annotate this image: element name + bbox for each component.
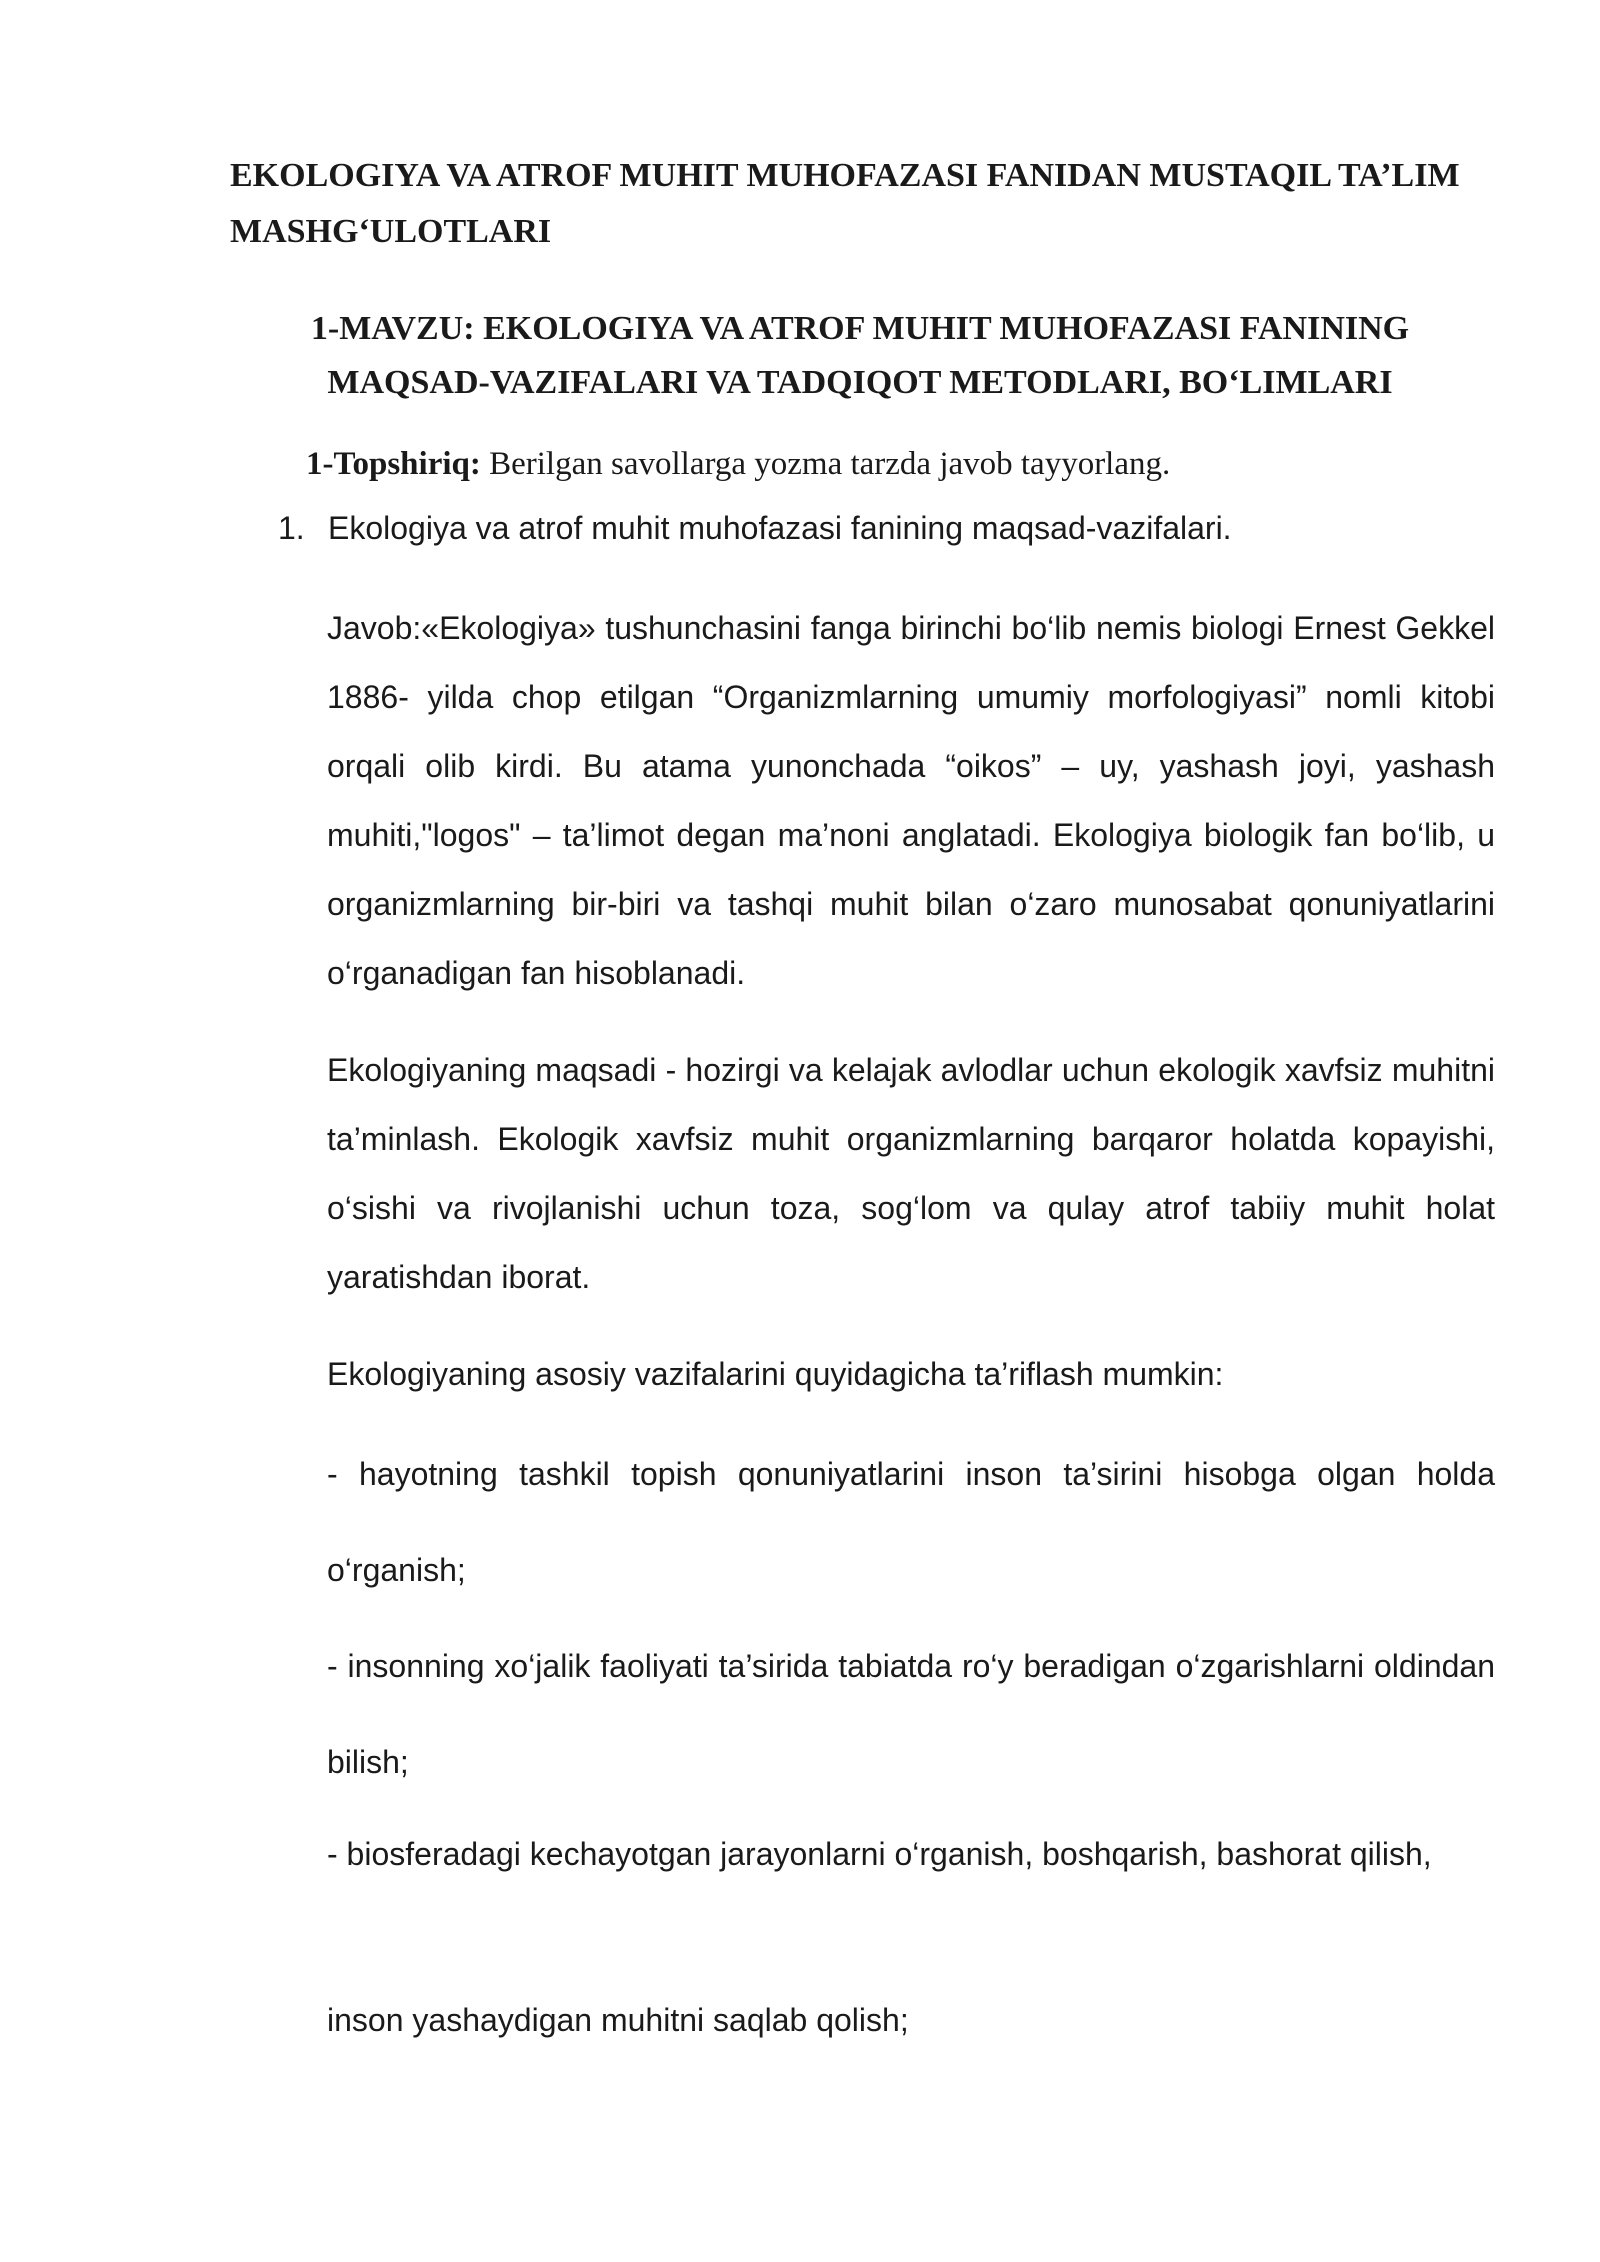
task-bullet-3: - biosferadagi kechayotgan jarayonlarni o‘rganish, boshqarish, bashorat qilish,: [327, 1836, 1432, 1872]
task-text: Berilgan savollarga yozma tarzda javob tayyorlang.: [480, 446, 1171, 482]
task-bullet-1: - hayotning tashkil topish qonuniyatlarini inson ta’sirini hisobga olgan holda o‘rganish;: [327, 1456, 1495, 1588]
question-text: Ekologiya va atrof muhit muhofazasi fanining maqsad-vazifalari.: [328, 510, 1232, 546]
task-bullet-2: - insonning xo‘jalik faoliyati ta’sirida tabiatda ro‘y beradigan o‘zgarishlarni oldindan bilish;: [327, 1648, 1495, 1780]
task-bullet-4: inson yashaydigan muhitni saqlab qolish;: [327, 2002, 909, 2038]
tasks-intro-paragraph: Ekologiyaning asosiy vazifalarini quyidagicha ta’riflash mumkin:: [327, 1356, 1224, 1392]
answer-paragraph-goal: Ekologiyaning maqsadi - hozirgi va kelajak avlodlar uchun ekologik xavfsiz muhitni ta’minlash. Ekologik xavfsiz muhit organizmlarning barqaror holatda kopayishi, o‘sishi va rivojlanishi uchun toza, sog‘lom va qulay atrof tabiiy muhit holat yaratishdan iborat.: [327, 1052, 1495, 1295]
task-line: [306, 440, 1506, 488]
document-title: EKOLOGIYA VA ATROF MUHIT MUHOFAZASI FANIDAN MUSTAQIL TA’LIM MASHG‘ULOTLARI: [230, 157, 1460, 250]
question-item: [278, 504, 1498, 552]
topic-title: 1-MAVZU: EKOLOGIYA VA ATROF MUHIT MUHOFAZASI FANINING MAQSAD-VAZIFALARI VA TADQIQOT METODLARI, BO‘LIMLARI: [310, 310, 1410, 401]
answer-paragraph-definition: Javob:«Ekologiya» tushunchasini fanga birinchi bo‘lib nemis biologi Ernest Gekkel 1886- yilda chop etilgan “Organizmlarning umumiy morfologiyasi” nomli kitobi orqali olib kirdi. Bu atama yunonchada “oikos” – uy, yashash joyi, yashash muhiti,"logos" – ta’limot degan ma’noni anglatadi. Ekologiya biologik fan bo‘lib, u organizmlarning bir-biri va tashqi muhit bilan o‘zaro munosabat qonuniyatlarini o‘rganadigan fan hisoblanadi.: [327, 610, 1495, 991]
task-label: 1-Topshiriq:: [306, 446, 481, 482]
question-number: 1.: [278, 510, 305, 546]
